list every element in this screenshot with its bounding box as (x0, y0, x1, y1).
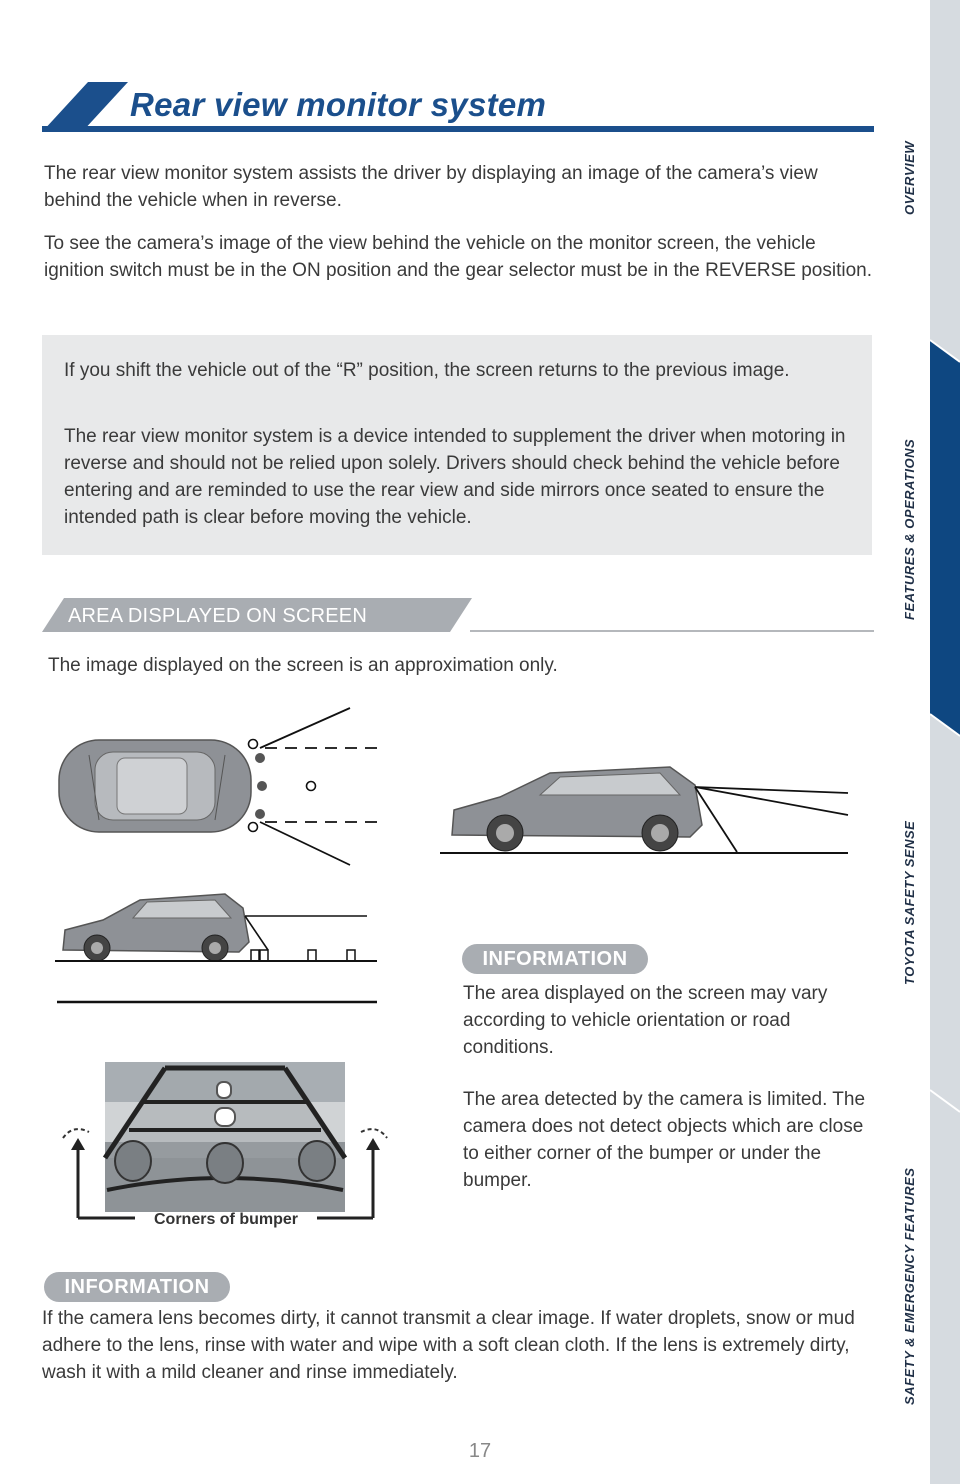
top-view-diagram (55, 700, 395, 870)
title-underline (42, 126, 874, 132)
intro-paragraph-2: To see the camera’s image of the view behind the vehicle on the monitor screen, the vehicle ignition switch must be in the ON position and the gear selector must be in the REVERSE position. (44, 233, 872, 281)
page-number: 17 (468, 1440, 492, 1462)
car-top-view-icon (59, 740, 251, 832)
title-chevron (42, 82, 128, 132)
note-paragraph-1: If you shift the vehicle out of the “R” position, the screen returns to the previous image. (64, 360, 790, 381)
monitor-screen-diagram (55, 1058, 400, 1230)
side-tab-safety-emergency[interactable]: SAFETY & EMERGENCY FEATURES (902, 1167, 917, 1405)
side-tab-features-operations[interactable]: FEATURES & OPERATIONS (902, 438, 917, 620)
information-badge-2: INFORMATION (44, 1272, 230, 1302)
bumper-label: Corners of bumper (153, 1211, 299, 1228)
section-heading-rule (470, 630, 874, 632)
note-box (42, 335, 872, 555)
information-text-1b: The area detected by the camera is limited. The camera does not detect objects which are close to either corner of the bumper or under the bumper. (463, 1089, 866, 1191)
information-badge-1: INFORMATION (462, 944, 648, 974)
side-tab-overview[interactable]: OVERVIEW (902, 140, 917, 215)
side-view-diagram-right (440, 755, 850, 860)
intro-paragraph-1: The rear view monitor system assists the driver by displaying an image of the camera’s view behind the vehicle when in reverse. (44, 163, 818, 211)
information-text-2: If the camera lens becomes dirty, it cannot transmit a clear image. If water droplets, snow or mud adhere to the lens, rinse with water and wipe with a soft clean cloth. If the lens is extremely dirty, wash it with a mild cleaner and rinse immediately. (42, 1308, 855, 1383)
side-tab-shapes (924, 0, 960, 1484)
section-caption: The image displayed on the screen is an approximation only. (48, 655, 558, 676)
note-paragraph-2: The rear view monitor system is a device intended to supplement the driver when motoring in reverse and should not be relied upon solely. Drivers should check behind the vehicle before entering and are reminded to use the rear view and side mirrors once seated to ensure the intended path is clear before moving the vehicle. (64, 426, 846, 528)
side-tab-toyota-safety-sense[interactable]: TOYOTA SAFETY SENSE (902, 820, 917, 985)
page-title: Rear view monitor system (130, 86, 547, 123)
information-text-1a: The area displayed on the screen may vary according to vehicle orientation or road conditions. (463, 983, 828, 1058)
section-heading: AREA DISPLAYED ON SCREEN (68, 605, 367, 627)
side-view-diagram-left (55, 888, 380, 1008)
car-side-view-icon (452, 767, 702, 851)
car-side-view-icon (63, 894, 249, 961)
